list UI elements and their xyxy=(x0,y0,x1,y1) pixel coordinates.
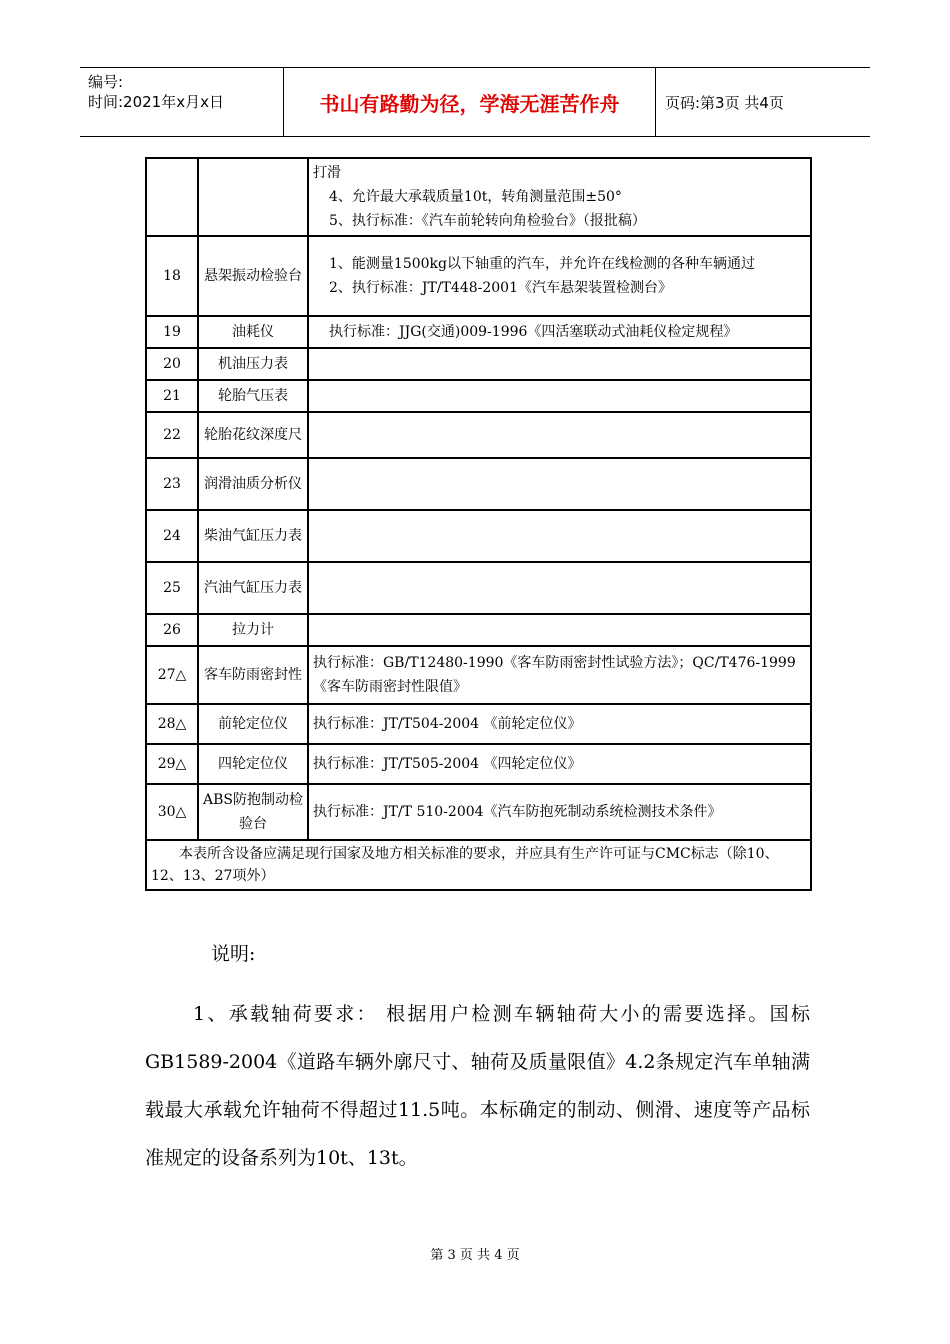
item-number: 24 xyxy=(146,510,198,562)
equipment-description xyxy=(308,784,811,840)
table-row xyxy=(146,316,811,348)
item-number: 19 xyxy=(146,316,198,348)
table-row xyxy=(146,412,811,458)
header-motto: 书山有路勤为径，学海无涯苦作舟 xyxy=(319,91,620,116)
equipment-name: 油耗仪 xyxy=(198,316,308,348)
item-number: 28△ xyxy=(146,704,198,744)
header-meta xyxy=(88,72,224,112)
item-number: 30△ xyxy=(146,784,198,840)
equipment-name: 四轮定位仪 xyxy=(198,744,308,784)
description-line: 打滑 xyxy=(313,165,341,181)
equipment-description xyxy=(308,646,811,704)
equipment-name: 轮胎花纹深度尺 xyxy=(198,412,308,458)
table-row xyxy=(146,348,811,380)
description-line: 执行标准：JT/T 510-2004《汽车防抱死制动系统检测技术条件》 xyxy=(313,804,722,820)
explanation-section xyxy=(145,930,810,1182)
item-number: 29△ xyxy=(146,744,198,784)
page-header xyxy=(80,67,870,137)
equipment-name: 前轮定位仪 xyxy=(198,704,308,744)
equipment-name: 悬架振动检验台 xyxy=(198,236,308,316)
description-line: 执行标准：JJG(交通)009-1996《四活塞联动式油耗仪检定规程》 xyxy=(329,324,738,340)
equipment-description xyxy=(308,562,811,614)
table-note: 本表所含设备应满足现行国家及地方相关标准的要求，并应具有生产许可证与CMC标志（除10、12、13、27项外） xyxy=(146,840,811,890)
equipment-description xyxy=(308,412,811,458)
equipment-description xyxy=(308,614,811,646)
description-line: 执行标准：GB/T12480-1990《客车防雨密封性试验方法》；QC/T476-1999《客车防雨密封性限值》 xyxy=(313,655,796,695)
item-number: 25 xyxy=(146,562,198,614)
table-row xyxy=(146,458,811,510)
description-line: 执行标准：JT/T505-2004 《四轮定位仪》 xyxy=(313,756,582,772)
equipment-description xyxy=(308,380,811,412)
equipment-name: 润滑油质分析仪 xyxy=(198,458,308,510)
equipment-name: 客车防雨密封性 xyxy=(198,646,308,704)
table-row xyxy=(146,744,811,784)
table-row xyxy=(146,784,811,840)
table-note-row xyxy=(146,840,811,890)
document-time-label: 时间:2021年x月x日 xyxy=(88,93,224,111)
item-number: 18 xyxy=(146,236,198,316)
item-number xyxy=(146,158,198,236)
table-row xyxy=(146,236,811,316)
header-divider xyxy=(655,68,656,136)
equipment-description xyxy=(308,744,811,784)
equipment-description xyxy=(308,704,811,744)
equipment-description xyxy=(308,236,811,316)
table-row xyxy=(146,704,811,744)
equipment-description xyxy=(308,458,811,510)
description-line: 1、能测量1500kg以下轴重的汽车，并允许在线检测的各种车辆通过 xyxy=(329,256,755,272)
item-number: 27△ xyxy=(146,646,198,704)
equipment-table xyxy=(145,157,812,891)
description-line: 4、允许最大承载质量10t，转角测量范围±50° xyxy=(329,189,622,205)
equipment-name: 柴油气缸压力表 xyxy=(198,510,308,562)
item-number: 21 xyxy=(146,380,198,412)
equipment-description xyxy=(308,316,811,348)
table-row xyxy=(146,646,811,704)
page-footer: 第 3 页 共 4 页 xyxy=(430,1248,520,1263)
document-number-label: 编号: xyxy=(88,73,124,91)
equipment-description xyxy=(308,158,811,236)
item-number: 26 xyxy=(146,614,198,646)
equipment-description xyxy=(308,348,811,380)
description-line: 5、执行标准：《汽车前轮转向角检验台》（报批稿） xyxy=(329,213,646,229)
equipment-name xyxy=(198,158,308,236)
item-number: 22 xyxy=(146,412,198,458)
table-row xyxy=(146,158,811,236)
equipment-name: ABS防抱制动检验台 xyxy=(198,784,308,840)
table-row xyxy=(146,614,811,646)
header-page-number: 页码:第3页 共4页 xyxy=(665,93,784,112)
table-row xyxy=(146,510,811,562)
item-number: 20 xyxy=(146,348,198,380)
table-row xyxy=(146,380,811,412)
equipment-description xyxy=(308,510,811,562)
description-line: 2、执行标准：JT/T448-2001《汽车悬架装置检测台》 xyxy=(329,280,672,296)
equipment-name: 机油压力表 xyxy=(198,348,308,380)
item-number: 23 xyxy=(146,458,198,510)
equipment-name: 汽油气缸压力表 xyxy=(198,562,308,614)
explanation-paragraph: 1、承载轴荷要求： 根据用户检测车辆轴荷大小的需要选择。国标GB1589-2004《道路车辆外廓尺寸、轴荷及质量限值》4.2条规定汽车单轴满载最大承载允许轴荷不得超过11.5吨。本标确定的制动、侧滑、速度等产品标准规定的设备系列为10t、13t。 xyxy=(145,1003,810,1169)
equipment-name: 轮胎气压表 xyxy=(198,380,308,412)
equipment-name: 拉力计 xyxy=(198,614,308,646)
table-row xyxy=(146,562,811,614)
description-line: 执行标准：JT/T504-2004 《前轮定位仪》 xyxy=(313,716,582,732)
explanation-label: 说明: xyxy=(211,943,256,965)
